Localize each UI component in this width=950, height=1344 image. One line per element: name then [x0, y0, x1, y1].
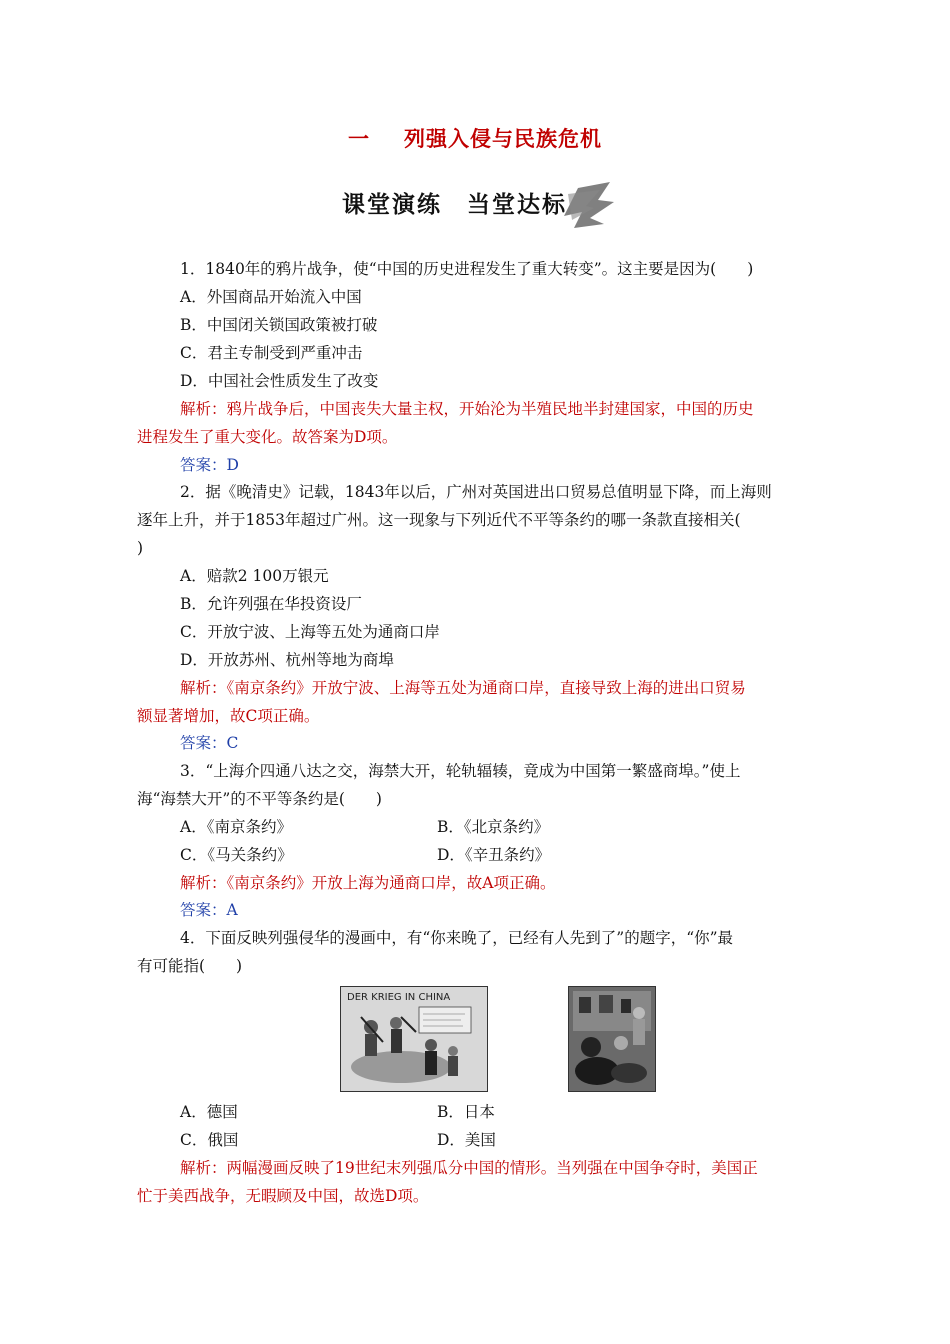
- q3-answer: 答案：A: [180, 901, 238, 919]
- q2-answer: 答案：C: [180, 734, 239, 752]
- q1-analysis-cont: 进程发生了重大变化。故答案为D项。: [137, 428, 398, 446]
- q2-stem-end: ): [137, 539, 144, 557]
- q3-option-c: C．《马关条约》: [180, 846, 293, 864]
- q3-option-d: D．《辛丑条约》: [437, 846, 551, 864]
- q1-stem: 1．1840年的鸦片战争，使“中国的历史进程发生了重大转变”。这主要是因为( ): [180, 260, 754, 278]
- q3-option-b: B．《北京条约》: [437, 818, 550, 836]
- q4-stem: 4．下面反映列强侵华的漫画中，有“你来晚了，已经有人先到了”的题字，“你”最: [180, 929, 734, 947]
- cartoon-drawing-1: [341, 987, 487, 1091]
- q1-option-b: B．中国闭关锁国政策被打破: [180, 316, 378, 334]
- title-number: 一: [348, 126, 370, 151]
- q2-option-a: A．赔款2 100万银元: [180, 567, 329, 585]
- q4-stem-cont: 有可能指( ): [137, 957, 243, 975]
- q1-answer: 答案：D: [180, 456, 239, 474]
- q3-stem: 3．“上海介四通八达之交，海禁大开，轮轨辐辏，竟成为中国第一繁盛商埠。”使上: [180, 762, 741, 780]
- q2-stem: 2．据《晚清史》记载，1843年以后，广州对英国进出口贸易总值明显下降，而上海则: [180, 483, 772, 501]
- q4-option-c: C．俄国: [180, 1131, 239, 1149]
- q4-option-b: B．日本: [437, 1103, 495, 1121]
- q4-analysis: 解析：两幅漫画反映了19世纪末列强瓜分中国的情形。当列强在中国争夺时，美国正: [180, 1159, 758, 1177]
- q3-option-a: A．《南京条约》: [180, 818, 292, 836]
- q2-option-d: D．开放苏州、杭州等地为商埠: [180, 651, 394, 669]
- q3-analysis: 解析：《南京条约》开放上海为通商口岸，故A项正确。: [180, 874, 556, 892]
- title-text: 列强入侵与民族危机: [404, 126, 602, 151]
- cartoon-drawing-2: [569, 987, 655, 1091]
- q4-option-d: D．美国: [437, 1131, 496, 1149]
- cartoon-1-caption: DER KRIEG IN CHINA: [347, 992, 451, 1003]
- cartoon-image-1: [340, 986, 488, 1092]
- q2-option-c: C．开放宁波、上海等五处为通商口岸: [180, 623, 440, 641]
- q2-analysis-cont: 额显著增加，故C项正确。: [137, 707, 320, 725]
- q1-option-c: C．君主专制受到严重冲击: [180, 344, 363, 362]
- q2-analysis: 解析：《南京条约》开放宁波、上海等五处为通商口岸，直接导致上海的进出口贸易: [180, 679, 746, 697]
- q1-option-a: A．外国商品开始流入中国: [180, 288, 362, 306]
- section-banner: [328, 180, 618, 230]
- q4-analysis-cont: 忙于美西战争，无暇顾及中国，故选D项。: [137, 1187, 429, 1205]
- cartoon-image-2: [568, 986, 656, 1092]
- q1-option-d: D．中国社会性质发生了改变: [180, 372, 379, 390]
- page-title: [0, 123, 950, 153]
- q4-option-a: A．德国: [180, 1103, 238, 1121]
- q2-stem-cont: 逐年上升，并于1853年超过广州。这一现象与下列近代不平等条约的哪一条款直接相关(: [137, 511, 741, 529]
- q1-analysis: 解析：鸦片战争后，中国丧失大量主权，开始沦为半殖民地半封建国家，中国的历史: [180, 400, 754, 418]
- q3-stem-cont: 海“海禁大开”的不平等条约是( ): [137, 790, 382, 808]
- q2-option-b: B．允许列强在华投资设厂: [180, 595, 362, 613]
- banner-text: 课堂演练 当堂达标: [342, 192, 567, 218]
